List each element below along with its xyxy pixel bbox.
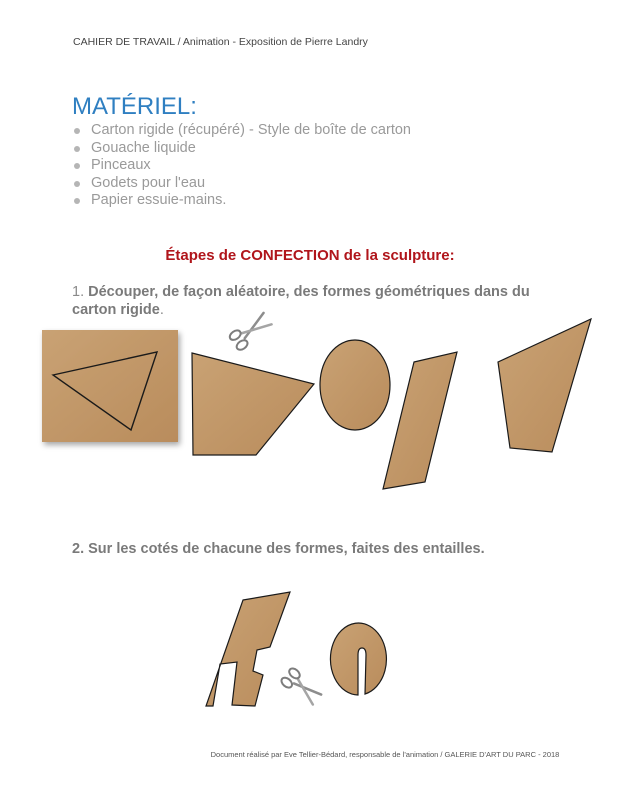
step-2-text: 2. Sur les cotés de chacune des formes, faites des entailles. xyxy=(72,541,485,557)
list-item: Papier essuie-mains. xyxy=(72,192,411,210)
cardboard-shape-quadrilateral xyxy=(192,353,314,455)
list-item: Pinceaux xyxy=(72,157,411,175)
footer: Document réalisé par Eve Tellier-Bédard, responsable de l'animation / GALERIE D'ART DU PARC - 2018 xyxy=(210,750,560,759)
cardboard-shape-oval xyxy=(320,340,390,430)
scissors-icon xyxy=(280,667,323,708)
step-1-number: 1. xyxy=(72,284,85,300)
cardboard-shape-parallelogram xyxy=(383,352,457,489)
cardboard-square xyxy=(42,330,178,442)
step-1-end: . xyxy=(159,302,164,318)
steps-title: Étapes de CONFECTION de la sculpture: xyxy=(165,247,455,264)
notched-oval xyxy=(330,623,386,695)
cardboard-shape-trapezoid xyxy=(498,319,591,452)
scissors-icon xyxy=(228,311,274,351)
list-item: Carton rigide (récupéré) - Style de boîte de carton xyxy=(72,122,411,140)
list-item: Gouache liquide xyxy=(72,140,411,158)
step-1-instruction: Découper, de façon aléatoire, des formes géométriques dans du carton rigide xyxy=(72,284,530,318)
list-item: Godets pour l'eau xyxy=(72,175,411,193)
notched-shape-1 xyxy=(206,592,290,706)
materiel-title: MATÉRIEL: xyxy=(72,93,197,120)
page-header: CAHIER DE TRAVAIL / Animation - Exposition de Pierre Landry xyxy=(73,36,368,48)
